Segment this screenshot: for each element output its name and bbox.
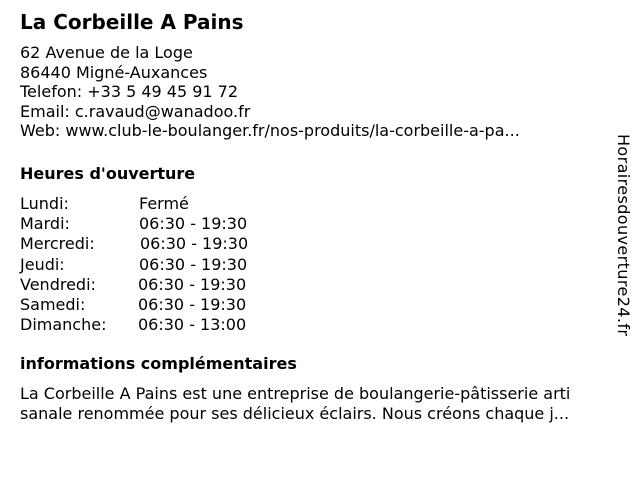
- hours-time: 06:30 - 13:00: [138, 315, 247, 335]
- hours-time: 06:30 - 19:30: [140, 234, 249, 254]
- hours-day: Vendredi:: [20, 274, 96, 294]
- hours-time: 06:30 - 19:30: [139, 214, 248, 234]
- hours-day: Dimanche:: [20, 315, 107, 335]
- phone-text: Telefon: +33 5 49 45 91 72: [20, 82, 239, 101]
- hours-day: Samedi:: [20, 294, 86, 314]
- business-card: [20, 8, 610, 478]
- hours-day: Jeudi:: [20, 254, 65, 274]
- info-line: La Corbeille A Pains est une entreprise de boulangerie-pâtisserie arti: [20, 384, 571, 403]
- hours-heading: Heures d'ouverture: [20, 164, 196, 183]
- site-watermark: Horairesdouverture24.fr: [614, 134, 633, 337]
- hours-day: Lundi:: [20, 194, 69, 213]
- contact-block: [20, 43, 520, 141]
- info-heading: informations complémentaires: [20, 354, 297, 373]
- address-street: 62 Avenue de la Loge: [20, 43, 193, 62]
- hours-time: Fermé: [139, 194, 189, 213]
- website-text: Web: www.club-le-boulanger.fr/nos-produits/la-corbeille-a-pa...: [20, 121, 520, 140]
- email-text: Email: c.ravaud@wanadoo.fr: [20, 101, 251, 121]
- business-name: La Corbeille A Pains: [20, 10, 244, 34]
- hours-time: 06:30 - 19:30: [138, 294, 247, 314]
- info-description: [20, 384, 620, 424]
- address-city: 86440 Migné-Auxances: [20, 62, 208, 82]
- hours-time: 06:30 - 19:30: [138, 274, 247, 294]
- info-line: sanale renommée pour ses délicieux éclairs. Nous créons chaque j...: [20, 404, 570, 423]
- hours-day: Mercredi:: [20, 234, 95, 254]
- hours-time: 06:30 - 19:30: [139, 254, 248, 274]
- hours-day: Mardi:: [20, 214, 70, 234]
